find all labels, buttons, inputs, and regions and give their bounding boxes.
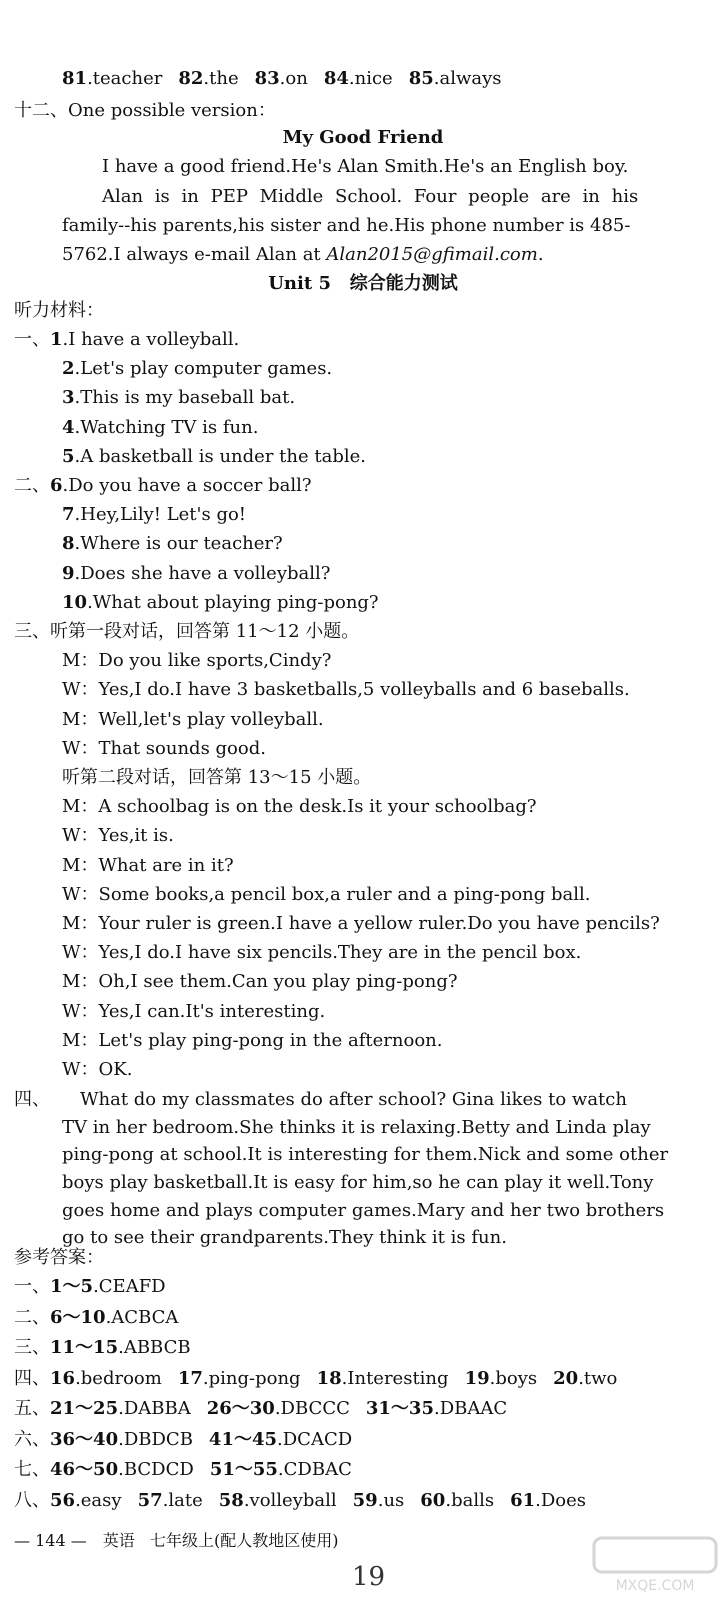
dialog-line: M：Let's play ping-pong in the afternoon. xyxy=(62,1030,443,1051)
dialog-line: W：Yes,I can.It's interesting. xyxy=(62,1001,326,1022)
item-text: .BCDCD xyxy=(118,1459,194,1480)
dialog-line: M：A schoolbag is on the desk.Is it your schoolbag? xyxy=(62,796,537,817)
sentence xyxy=(62,563,330,584)
passage-line: TV in her bedroom.She thinks it is relaxing.Betty and Linda play xyxy=(62,1117,651,1138)
answer-item xyxy=(207,1398,350,1419)
answer-item xyxy=(409,68,502,89)
item-text: .DBAAC xyxy=(433,1398,508,1419)
item-text: .CDBAC xyxy=(277,1459,352,1480)
answer-item xyxy=(62,68,162,89)
answer-row xyxy=(14,1337,191,1359)
footer xyxy=(14,1530,338,1552)
listening-item xyxy=(62,387,295,409)
item-text: .the xyxy=(203,68,239,89)
listening-item xyxy=(62,563,330,585)
listening-item xyxy=(62,417,258,439)
answer-item xyxy=(420,1490,494,1511)
answer-section-label: 四、 xyxy=(14,1368,50,1389)
intro-text: 听第一段对话，回答第 11～12 小题。 xyxy=(50,621,360,642)
sentence xyxy=(62,358,332,379)
item-text: .ABBCB xyxy=(118,1337,191,1358)
answer-section-label: 七、 xyxy=(14,1459,50,1480)
item-text: .late xyxy=(162,1490,203,1511)
dialog-line: M：Your ruler is green.I have a yellow ruler.Do you have pencils? xyxy=(62,913,660,934)
answer-item xyxy=(50,1276,166,1297)
item-text: .DABBA xyxy=(118,1398,191,1419)
essay-line-email xyxy=(62,244,544,266)
listening-item xyxy=(14,329,239,351)
sentence xyxy=(62,592,379,613)
item-text: .DBCCC xyxy=(274,1398,350,1419)
dialog-line: M：Well,let's play volleyball. xyxy=(62,709,324,730)
passage-line: go to see their grandparents.They think it is fun. xyxy=(62,1227,507,1248)
item-number: 17 xyxy=(177,1368,203,1389)
answer-item xyxy=(50,1307,178,1328)
item-number: 6 xyxy=(50,475,63,496)
item-text: .easy xyxy=(75,1490,122,1511)
item-number: 5 xyxy=(62,446,75,467)
answer-item xyxy=(50,1490,122,1511)
passage-line: ping-pong at school.It is interesting for them.Nick and some other xyxy=(62,1144,669,1165)
dialog-line: M：Do you like sports,Cindy? xyxy=(62,650,332,671)
dialog-line: W：Yes,I do.I have 3 basketballs,5 volleyballs and 6 baseballs. xyxy=(62,679,630,700)
item-text: .always xyxy=(433,68,502,89)
answer-item xyxy=(210,1459,352,1480)
item-text: .us xyxy=(377,1490,405,1511)
unit-title: Unit 5 综合能力测试 xyxy=(268,273,458,294)
item-text: .Where is our teacher? xyxy=(74,533,283,554)
item-number: 9 xyxy=(62,563,75,584)
listening-item xyxy=(62,592,379,614)
item-text: .on xyxy=(279,68,308,89)
email-address: Alan2015@gfimail.com xyxy=(326,244,538,265)
item-number: 4 xyxy=(62,417,75,438)
item-text: .two xyxy=(578,1368,618,1389)
listening-item xyxy=(62,358,332,380)
item-number: 59 xyxy=(352,1490,378,1511)
item-number: 56 xyxy=(50,1490,76,1511)
item-number: 41～45 xyxy=(208,1429,278,1450)
dialog-intro: 听第二段对话，回答第 13～15 小题。 xyxy=(62,767,372,788)
item-text: .DBDCB xyxy=(118,1429,193,1450)
answer-item xyxy=(138,1490,203,1511)
dialog-line: W：That sounds good. xyxy=(62,738,266,759)
item-text: .This is my baseball bat. xyxy=(74,387,296,408)
dialog-line: W：Yes,it is. xyxy=(62,825,174,846)
answer-section-label: 八、 xyxy=(14,1490,50,1511)
answer-item xyxy=(178,1368,301,1389)
handwritten-number: 19 xyxy=(352,1562,386,1592)
item-text: .What about playing ping-pong? xyxy=(87,592,379,613)
item-number: 85 xyxy=(408,68,434,89)
item-number: 81 xyxy=(62,68,88,89)
item-number: 21～25 xyxy=(50,1398,119,1419)
item-number: 16 xyxy=(50,1368,76,1389)
essay-line: family--his parents,his sister and he.His phone number is 485- xyxy=(62,215,631,236)
answer-item xyxy=(50,1398,191,1419)
essay-line: Alan is in PEP Middle School. Four people are in his xyxy=(102,186,639,207)
answer-item xyxy=(366,1398,507,1419)
answer-item xyxy=(255,68,308,89)
item-text: .boys xyxy=(489,1368,538,1389)
answer-row xyxy=(14,1307,178,1329)
essay-line: I have a good friend.He's Alan Smith.He's an English boy. xyxy=(102,156,629,177)
answer-item xyxy=(353,1490,405,1511)
item-number: 31～35 xyxy=(365,1398,434,1419)
answer-item xyxy=(510,1490,586,1511)
sentence xyxy=(62,387,295,408)
item-number: 18 xyxy=(316,1368,342,1389)
item-number: 83 xyxy=(254,68,280,89)
answer-section-label: 六、 xyxy=(14,1429,50,1450)
sentence xyxy=(62,417,258,438)
dialog-line: W：Some books,a pencil box,a ruler and a ping-pong ball. xyxy=(62,884,591,905)
dialog-line: W：Yes,I do.I have six pencils.They are in the pencil box. xyxy=(62,942,582,963)
item-text: .DCACD xyxy=(277,1429,353,1450)
item-number: 36～40 xyxy=(50,1429,119,1450)
passage-line: boys play basketball.It is easy for him,so he can play it well.Tony xyxy=(62,1172,654,1193)
item-number: 46～50 xyxy=(50,1459,119,1480)
answer-item xyxy=(553,1368,617,1389)
answer-item xyxy=(50,1337,191,1358)
answer-row xyxy=(14,1398,507,1420)
item-number: 2 xyxy=(62,358,75,379)
answer-item xyxy=(324,68,393,89)
watermark-text: MXQE.COM xyxy=(615,1578,695,1594)
item-number: 61 xyxy=(510,1490,536,1511)
answer-item xyxy=(317,1368,449,1389)
item-text: .Watching TV is fun. xyxy=(74,417,259,438)
item-number: 84 xyxy=(323,68,349,89)
passage-line: goes home and plays computer games.Mary and her two brothers xyxy=(62,1200,665,1221)
item-text: .A basketball is under the table. xyxy=(74,446,366,467)
footer-text: 英语 七年级上(配人教地区使用) xyxy=(102,1531,339,1550)
dialog-line: M：Oh,I see them.Can you play ping-pong? xyxy=(62,971,458,992)
answer-row xyxy=(14,1276,166,1298)
item-number: 51～55 xyxy=(209,1459,278,1480)
sentence xyxy=(50,329,239,350)
answer-item xyxy=(50,1429,193,1450)
part-label: 三、 xyxy=(14,621,50,642)
dialog-line: M：What are in it? xyxy=(62,855,234,876)
item-text: .I have a volleyball. xyxy=(62,329,240,350)
item-text: .Does she have a volleyball? xyxy=(74,563,331,584)
answer-row xyxy=(14,1490,586,1512)
item-text: .teacher xyxy=(87,68,163,89)
listening-item xyxy=(62,533,283,555)
top-answers-row xyxy=(62,68,502,90)
page-number: — 144 — xyxy=(14,1531,87,1550)
watermark-logo xyxy=(590,1534,720,1596)
answer-item xyxy=(50,1368,162,1389)
item-number: 20 xyxy=(553,1368,579,1389)
sentence xyxy=(62,533,283,554)
item-text: .ACBCA xyxy=(105,1307,179,1328)
listening-label: 听力材料： xyxy=(14,300,104,321)
dialog-intro xyxy=(14,621,359,643)
answer-item xyxy=(209,1429,352,1450)
essay-line-tail: . xyxy=(537,244,544,265)
item-number: 26～30 xyxy=(206,1398,275,1419)
item-text: .Hey,Lily! Let's go! xyxy=(74,504,247,525)
item-number: 10 xyxy=(62,592,88,613)
item-number: 6～10 xyxy=(50,1307,106,1328)
item-text: .nice xyxy=(348,68,393,89)
sentence xyxy=(62,446,366,467)
essay-line-text: 5762.I always e-mail Alan at xyxy=(62,244,327,265)
item-number: 11～15 xyxy=(50,1337,119,1358)
answer-section-label: 二、 xyxy=(14,1307,50,1328)
answer-section-label: 五、 xyxy=(14,1398,50,1419)
answer-item xyxy=(178,68,238,89)
item-number: 7 xyxy=(62,504,75,525)
item-text: .CEAFD xyxy=(93,1276,166,1297)
item-number: 3 xyxy=(62,387,75,408)
item-number: 82 xyxy=(178,68,204,89)
item-text: .volleyball xyxy=(243,1490,337,1511)
answer-item xyxy=(465,1368,538,1389)
listening-item xyxy=(62,504,246,526)
item-number: 8 xyxy=(62,533,75,554)
answer-section-label: 一、 xyxy=(14,1276,50,1297)
item-number: 1～5 xyxy=(50,1276,94,1297)
passage-line xyxy=(14,1089,627,1111)
item-text: .bedroom xyxy=(75,1368,162,1389)
item-text: .Do you have a soccer ball? xyxy=(62,475,312,496)
item-number: 60 xyxy=(420,1490,446,1511)
dialog-line: W：OK. xyxy=(62,1059,133,1080)
item-number: 58 xyxy=(218,1490,244,1511)
answer-item xyxy=(50,1459,194,1480)
essay-title: My Good Friend xyxy=(282,127,444,148)
item-number: 19 xyxy=(464,1368,490,1389)
part-label: 二、 xyxy=(14,475,50,496)
answer-section-label: 三、 xyxy=(14,1337,50,1358)
item-text: .Interesting xyxy=(341,1368,449,1389)
item-text: .Let's play computer games. xyxy=(74,358,333,379)
sentence xyxy=(62,504,246,525)
passage-text: What do my classmates do after school? Gina likes to watch xyxy=(80,1089,627,1110)
part-label: 四、 xyxy=(14,1089,50,1110)
answer-item xyxy=(219,1490,337,1511)
answer-row xyxy=(14,1459,352,1481)
listening-item xyxy=(62,446,366,468)
item-text: .ping-pong xyxy=(202,1368,301,1389)
answers-label: 参考答案： xyxy=(14,1247,104,1268)
item-text: .Does xyxy=(535,1490,587,1511)
essay-section-label: 十二、One possible version： xyxy=(14,100,276,121)
part-label: 一、 xyxy=(14,329,50,350)
listening-item xyxy=(14,475,312,497)
answer-row xyxy=(14,1429,352,1451)
item-text: .balls xyxy=(445,1490,495,1511)
sentence xyxy=(50,475,312,496)
item-number: 1 xyxy=(50,329,63,350)
item-number: 57 xyxy=(137,1490,163,1511)
answer-row xyxy=(14,1368,617,1390)
